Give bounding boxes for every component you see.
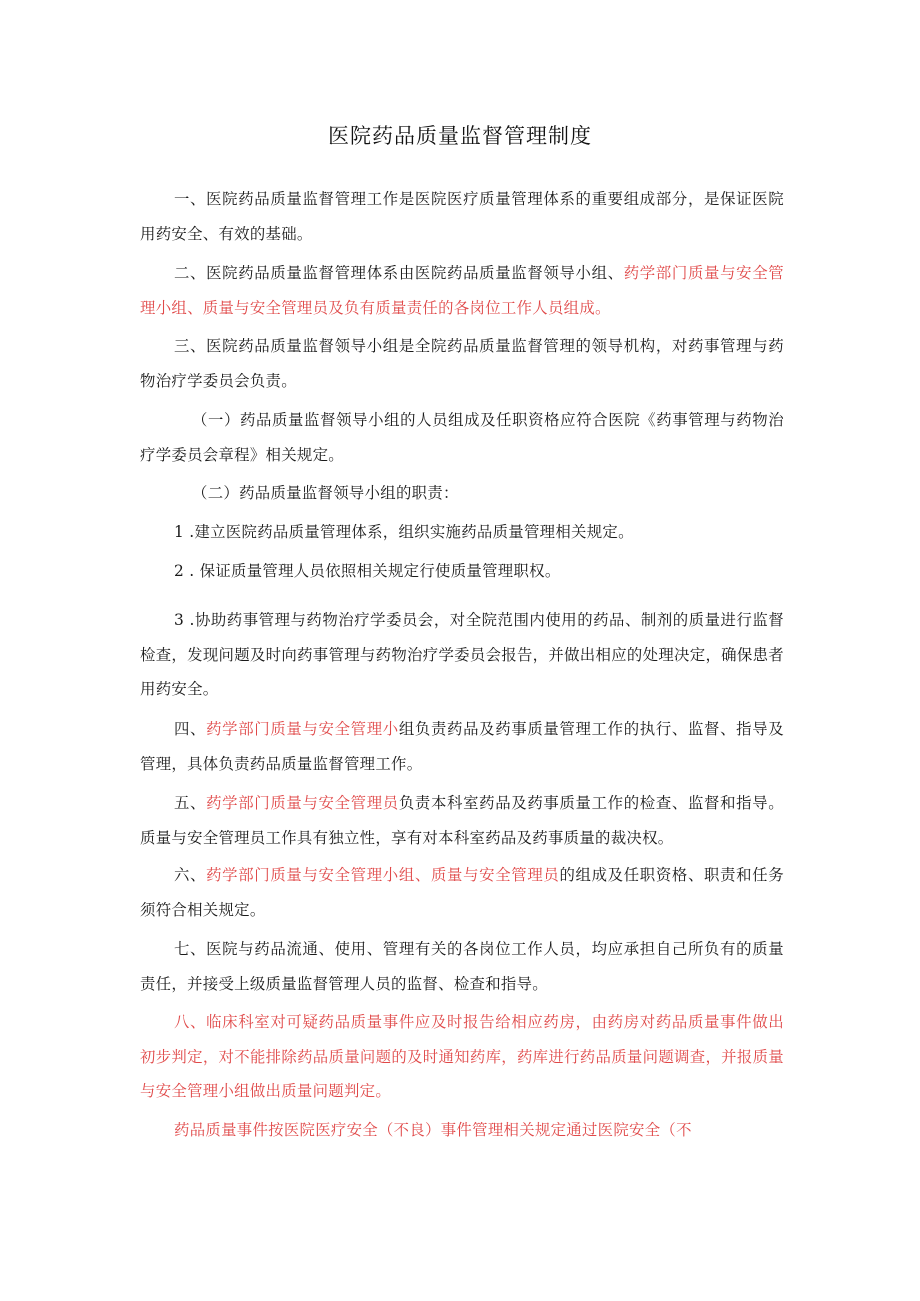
- list-item-3: 3 .协助药事管理与药物治疗学委员会，对全院范围内使用的药品、制剂的质量进行监督检查，发现问题及时向药事管理与药物治疗学委员会报告，并做出相应的处理决定，确保患者用药安全。: [140, 611, 784, 698]
- paragraph-4: （一）药品质量监督领导小组的人员组成及任职资格应符合医院《药事管理与药物治疗学委员会章程》相关规定。: [140, 411, 784, 464]
- document-title: 医院药品质量监督管理制度: [328, 124, 592, 148]
- paragraph-1: 一、医院药品质量监督管理工作是医院医疗质量管理体系的重要组成部分，是保证医院用药安全、有效的基础。: [140, 190, 784, 243]
- paragraph-11: 药品质量事件按医院医疗安全（不良）事件管理相关规定通过医院安全（不: [174, 1121, 692, 1139]
- paragraph-2: 二、医院药品质量监督管理体系由医院药品质量监督领导小组、药学部门质量与安全管理小组、质量与安全管理员及负有质量责任的各岗位工作人员组成。: [140, 264, 784, 317]
- paragraph-3: 三、医院药品质量监督领导小组是全院药品质量监督管理的领导机构，对药事管理与药物治疗学委员会负责。: [140, 337, 784, 390]
- highlighted-text: 药学部门质量与安全管理小: [206, 720, 399, 738]
- paragraph-5: （二）药品质量监督领导小组的职责：: [192, 484, 459, 502]
- highlighted-text: 药学部门质量与安全管理小组、质量与安全管理员: [206, 866, 560, 884]
- paragraph-9: 七、医院与药品流通、使用、管理有关的各岗位工作人员，均应承担自己所负有的质量责任，并接受上级质量监督管理人员的监督、检查和指导。: [140, 940, 784, 993]
- highlighted-text: 药学部门质量与安全管理员: [206, 794, 399, 812]
- paragraph-6: 四、药学部门质量与安全管理小组负责药品及药事质量管理工作的执行、监督、指导及管理，具体负责药品质量监督管理工作。: [140, 720, 784, 773]
- paragraph-7: 五、药学部门质量与安全管理员负责本科室药品及药事质量工作的检查、监督和指导。质量与安全管理员工作具有独立性，享有对本科室药品及药事质量的裁决权。: [140, 794, 784, 847]
- paragraph-8: 六、药学部门质量与安全管理小组、质量与安全管理员的组成及任职资格、职责和任务须符合相关规定。: [140, 866, 784, 919]
- highlighted-text: 药学部门质量与安全管理小组、质量与安全管理员及负有质量责任的各岗位工作人员组成。: [140, 264, 784, 317]
- paragraph-10: 八、临床科室对可疑药品质量事件应及时报告给相应药房，由药房对药品质量事件做出初步判定，对不能排除药品质量问题的及时通知药库，药库进行药品质量问题调查，并报质量与安全管理小组做出质量问题判定。: [140, 1013, 784, 1100]
- list-item-2: 2 . 保证质量管理人员依照相关规定行使质量管理职权。: [174, 562, 561, 580]
- list-item-1: 1 .建立医院药品质量管理体系，组织实施药品质量管理相关规定。: [174, 523, 634, 541]
